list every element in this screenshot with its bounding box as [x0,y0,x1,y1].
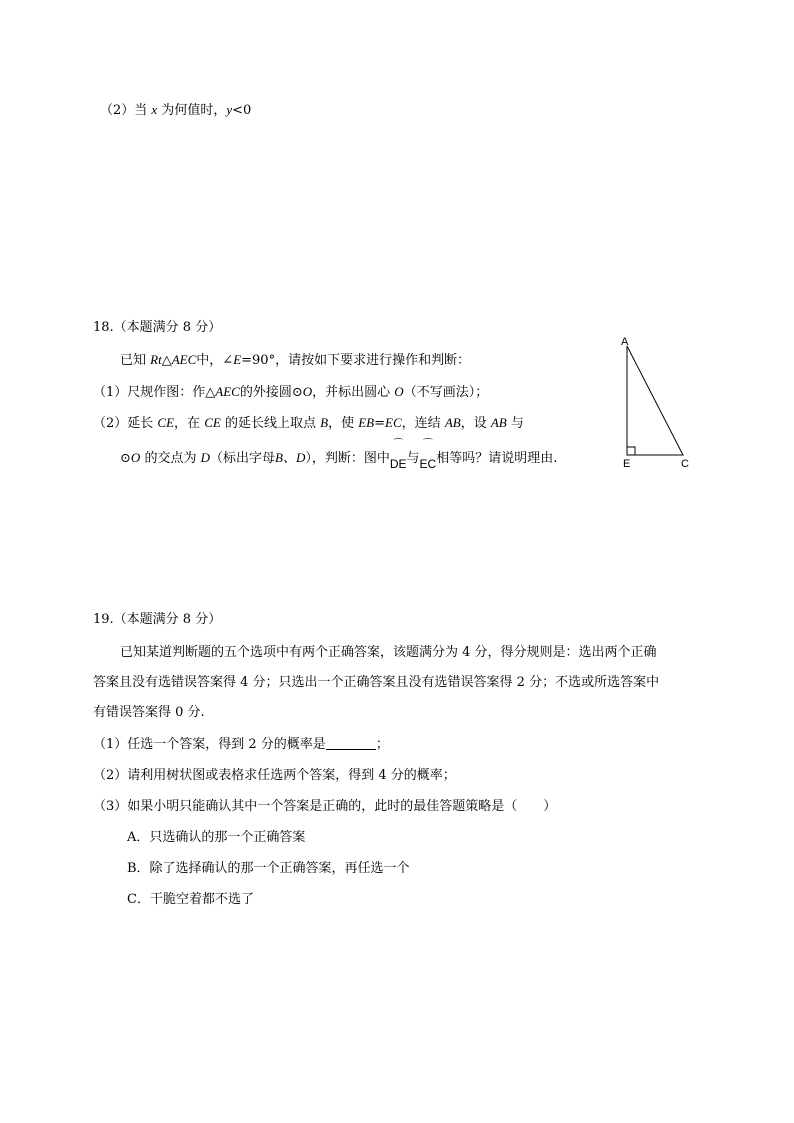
q18-p2-t6: 与 [510,416,524,431]
q18-p2-ce: CE [157,415,175,430]
q18-p2-prefix: （2）延长 [93,416,154,431]
q17-part2-prefix: （2）当 [100,103,148,118]
right-angle-marker [627,447,635,455]
q18-p3-bd: B、D [275,450,306,465]
q18-p3-t1: 的交点为 [144,451,197,466]
q18-p3-t2: （标出字母 [209,451,275,466]
q18-intro-suffix: =90°，请按如下要求进行操作和判断： [241,353,471,368]
q18-p3-d: D [200,450,210,465]
q17-part2 [100,101,251,120]
q19-part3: （3）如果小明只能确认其中一个答案是正确的，此时的最佳答题策略是（ ） [93,799,557,814]
vertex-c-label: C [681,458,689,470]
arc-mark-icon: ⌒ [393,439,404,450]
q19-para-line3: 有错误答案得 0 分. [93,705,205,720]
q19-heading: 19.（本题满分 8 分） [93,612,222,627]
q18-p2-ce2: CE [204,415,221,430]
q19-option-a: A．只选确认的那一个正确答案 [127,830,306,845]
q18-intro-aec: AEC [171,352,197,367]
q18-heading: 18.（本题满分 8 分） [93,320,222,335]
q18-p2-eb: EB [358,415,375,430]
q18-p2-t5: ，设 [460,416,487,431]
q18-part1 [93,383,488,402]
q18-intro-prefix: 已知 [120,353,147,368]
q18-intro-rt: Rt [150,352,162,367]
q17-var-y: y [226,102,233,117]
q18-p1-mid: 的外接圆⊙ [239,385,303,400]
arc-mark-icon: ⌒ [422,439,433,450]
q18-p2-ab: AB [444,415,461,430]
right-triangle-figure [615,332,700,472]
q19-part2: （2）请利用树状图或表格求任选两个答案，得到 4 分的概率； [93,768,456,783]
q17-part2-mid: 为何值时， [161,103,227,118]
q18-p3-prefix: ⊙ [120,451,131,466]
arc-de [389,439,407,471]
vertex-e-label: E [623,458,631,470]
q18-p2-t2: 的延长线上取点 [224,416,316,431]
q18-intro-tri: △ [161,353,172,368]
q19-p1-prefix: （1）任选一个答案，得到 2 分的概率是 [93,737,326,752]
q18-p2-t3: ，使 [328,416,355,431]
q18-part2-cont [120,439,558,471]
q18-p2-ab2: AB [490,415,507,430]
q17-part2-suffix: <0 [232,103,252,118]
vertex-a-label: A [621,336,629,348]
q19-option-c: C．干脆空着都不选了 [127,892,254,907]
q18-p1-mid2: ，并标出圆心 [312,385,391,400]
q19-part1 [93,736,389,754]
q18-p3-t5: 相等吗？请说明理由. [436,451,558,466]
q18-p3-t4: 与 [406,451,420,466]
q18-p3-t3: ），判断：图中 [305,451,390,466]
q18-p1-o: O [302,384,313,399]
q18-p2-eq: = [374,416,386,431]
answer-blank [326,736,376,750]
arc-ec-label: EC [419,457,437,471]
q19-para-line1: 已知某道判断题的五个选项中有两个正确答案，该题满分为 4 分，得分规则是：选出两个正确 [120,645,657,660]
q17-var-x: x [151,102,158,117]
q19-option-b: B．除了选择确认的那一个正确答案，再任选一个 [127,861,410,876]
q18-intro-e: E [233,352,242,367]
q18-p1-aec: AEC [215,384,240,399]
q19-p1-suffix: ； [375,737,389,752]
q18-p3-o: O [130,450,141,465]
arc-ec [419,439,437,471]
triangle-shape [627,346,683,455]
arc-de-label: DE [389,457,407,471]
q18-p1-prefix: （1）尺规作图：作△ [93,385,216,400]
q18-p2-ec: EC [385,415,402,430]
q18-p1-o2: O [394,384,404,399]
q18-intro-mid: 中，∠ [196,353,234,368]
q18-p2-b: B [320,415,329,430]
q18-intro [120,351,470,370]
q19-para-line2: 答案且没有选错误答案得 4 分；只选出一个正确答案且没有选错误答案得 2 分；不选或所选答案中 [93,675,660,690]
q18-p2-t4: ，连结 [401,416,441,431]
q18-p2-t1: ，在 [174,416,201,431]
q18-part2 [93,414,524,433]
q18-p1-suffix: （不写画法）； [403,385,489,400]
